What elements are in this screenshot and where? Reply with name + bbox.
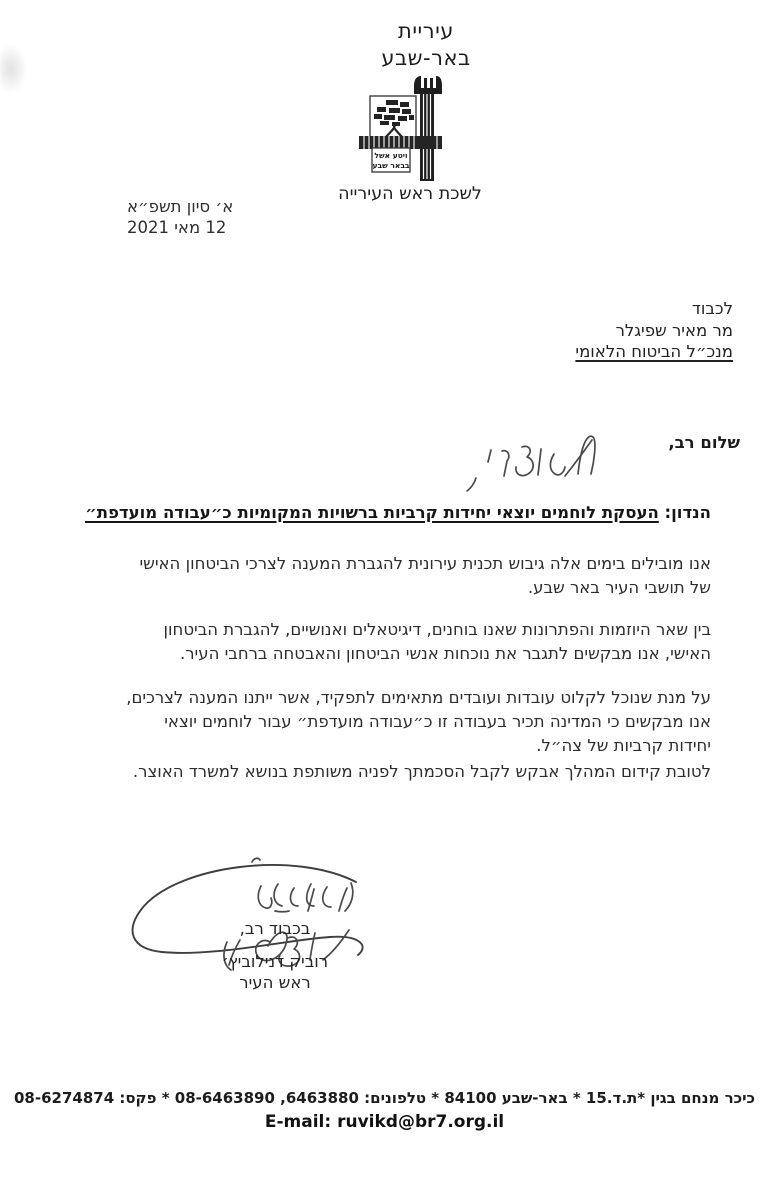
- paragraph-line: בין שאר היוזמות והפתרונות שאנו בוחנים, דיגיטאלים ואנושיים, להגברת הביטחון: [163, 620, 711, 639]
- logo-brick-band: [359, 136, 442, 149]
- subject-text: העסקת לוחמים יוצאי יחידות קרביות ברשויות המקומיות כ״עבודה מועדפת״: [85, 503, 659, 522]
- paragraph-line: האישי, אנו מבקשים לתגבר את נוכחות אנשי הביטחון והאבטחה ברחבי העיר.: [180, 644, 711, 663]
- body-paragraph-1: [71, 552, 711, 600]
- footer-address: כיכר מנחם בגין *ת.ד.15 * באר-שבע 84100 * טלפונים: 6463880, 08-6463890 * פקס: 08-6274874: [13, 1089, 756, 1107]
- signature-closing: בכבוד רב,: [239, 919, 311, 938]
- greeting-text: שלום רב,: [668, 433, 740, 452]
- municipality-name: [336, 18, 516, 72]
- municipality-name-line2: באר-שבע: [381, 46, 471, 70]
- paragraph-line: של תושבי העיר באר שבע.: [527, 578, 711, 597]
- scan-smudge: [0, 46, 26, 92]
- body-paragraph-2: [71, 618, 711, 666]
- municipality-logo-icon: [356, 76, 444, 186]
- paragraph-line: על מנת שנוכל לקלוט עובדות ועובדים מתאימים לתפקיד, אשר ייתנו המענה לצרכים,: [126, 688, 711, 707]
- paragraph-line: יחידות קרביות של צה״ל.: [536, 736, 711, 755]
- hebrew-date: א׳ סיון תשפ״א: [127, 197, 234, 216]
- addressee-title: מנכ״ל הביטוח הלאומי: [575, 342, 733, 361]
- addressee-name: מר מאיר שפיגלר: [615, 320, 733, 340]
- addressee-block: [575, 298, 733, 363]
- footer-email: E-mail: ruvikd@br7.org.il: [264, 1112, 505, 1132]
- paragraph-line: אנו מובילים בימים אלה גיבוש תכנית עירונית להגברת המענה לצרכי הביטחון האישי: [139, 554, 711, 573]
- body-paragraph-4: [71, 760, 711, 784]
- subject-label: הנדון:: [664, 503, 711, 522]
- municipality-name-line1: עיריית: [398, 19, 454, 43]
- paragraph-line: אנו מבקשים כי המדינה תכיר בעבודה זו כ״עבודה מועדפת״ עבור לוחמים יוצאי: [164, 712, 711, 731]
- subject-line: [85, 503, 711, 522]
- body-paragraph-3: [71, 686, 711, 758]
- logo-tower-crown: [414, 76, 442, 94]
- signature-name: רוביק דנילוביץ׳: [221, 952, 329, 971]
- date-block: [127, 196, 297, 238]
- gregorian-date: 12 מאי 2021: [127, 218, 227, 237]
- signature-title: ראש העיר: [239, 973, 311, 992]
- addressee-salutation: לכבוד: [691, 299, 733, 318]
- logo-caption-line2: בבאר שבע: [372, 161, 410, 170]
- paragraph-line: לטובת קידום המהלך אבקש לקבל הסכמתך לפניה משותפת בנושא למשרד האוצר.: [132, 762, 711, 781]
- logo-caption-line1: ויטע אשל: [374, 151, 408, 160]
- office-name: לשכת ראש העירייה: [338, 184, 482, 204]
- handwritten-greeting-note: [428, 416, 598, 496]
